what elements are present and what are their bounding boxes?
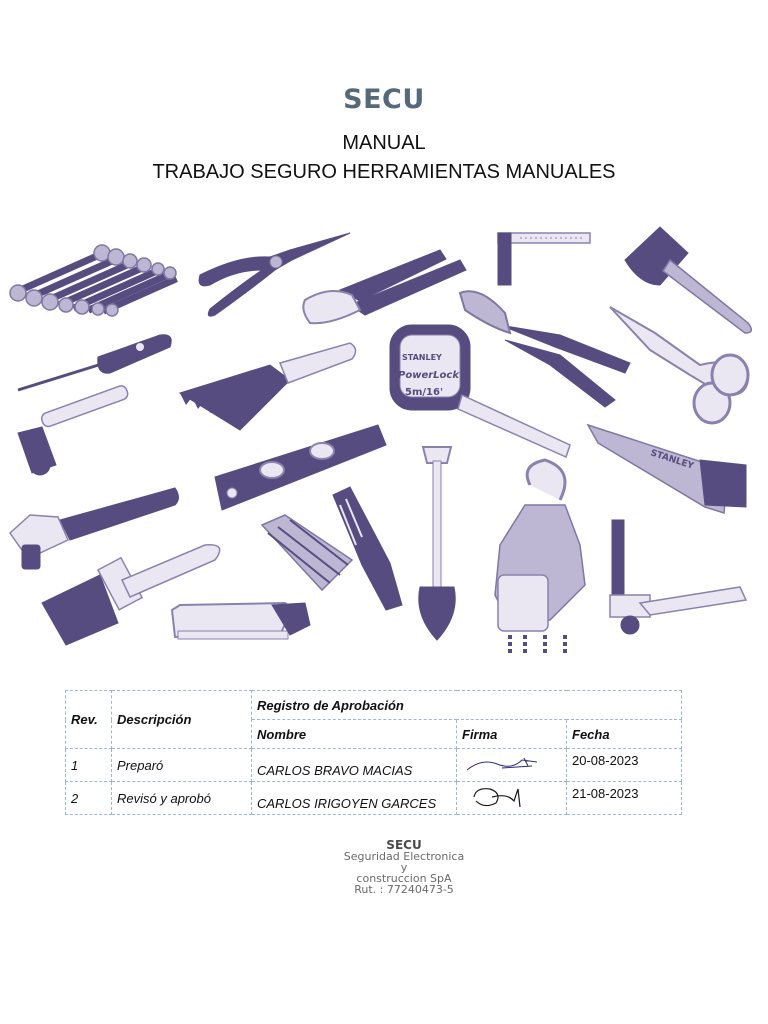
claw-hammer-icon: [10, 488, 179, 569]
registro-header: Registro de Aprobación: [252, 691, 682, 720]
company-logo: SECU: [343, 84, 425, 115]
row-descripcion: Preparó: [112, 749, 252, 782]
tape-measure-icon: [390, 325, 570, 457]
firma-header: Firma: [457, 720, 567, 749]
row-firma: [457, 749, 567, 782]
pallet-jack-icon: [610, 520, 746, 634]
rev-header: Rev.: [66, 691, 112, 749]
axe-icon: [625, 227, 751, 333]
hand-saw-icon: [588, 425, 746, 513]
cutting-pliers-icon: [460, 291, 630, 407]
row-fecha: 20-08-2023: [567, 749, 682, 782]
screwdriver-icon: [18, 335, 171, 390]
tape-model-text: PowerLock: [398, 370, 459, 381]
tools-collage-image: [0, 215, 768, 660]
tin-snips-icon: [610, 307, 748, 423]
row-nombre: CARLOS BRAVO MACIAS: [252, 749, 457, 782]
stamp-line: construccion SpA: [356, 872, 452, 885]
notched-trowel-icon: [180, 343, 356, 430]
spirit-level-icon: [215, 425, 386, 510]
tape-brand-text: STANLEY: [402, 353, 442, 362]
wire-brush-block-icon: [262, 515, 352, 590]
table-row: [66, 749, 682, 782]
stamp-line: Seguridad Electronica: [343, 850, 465, 863]
signature-icon: [462, 783, 562, 811]
row-rev: 1: [66, 749, 112, 782]
chain-hoist-icon: [495, 460, 585, 655]
wrench-set-icon: [10, 245, 178, 316]
wire-brush-handle-icon: [333, 487, 402, 610]
row-nombre: CARLOS IRIGOYEN GARCES: [252, 782, 457, 815]
row-firma: [457, 782, 567, 815]
descripcion-header: Descripción: [112, 691, 252, 749]
table-row: [66, 782, 682, 815]
nombre-header: Nombre: [252, 720, 457, 749]
stamp-line: y: [400, 861, 408, 874]
fecha-header: Fecha: [567, 720, 682, 749]
signature-icon: [462, 752, 562, 776]
tape-size-text: 5m/16': [405, 387, 444, 398]
ball-peen-hammer-icon: [18, 384, 129, 475]
row-fecha: 21-08-2023: [567, 782, 682, 815]
row-descripcion: Revisó y aprobó: [112, 782, 252, 815]
hacksaw-icon: [172, 603, 310, 639]
slip-joint-pliers-icon: [303, 250, 466, 323]
document-title: TRABAJO SEGURO HERRAMIENTAS MANUALES: [152, 161, 616, 183]
company-stamp: [334, 840, 474, 895]
stamp-line: Rut. : 77240473-5: [354, 883, 454, 896]
shovel-icon: [419, 447, 455, 640]
row-rev: 2: [66, 782, 112, 815]
square-ruler-icon: [498, 233, 590, 285]
stamp-logo: SECU: [386, 838, 422, 852]
document-type: MANUAL: [342, 132, 426, 154]
approval-table: [65, 690, 682, 815]
saw-brand-text: STANLEY: [649, 448, 695, 472]
